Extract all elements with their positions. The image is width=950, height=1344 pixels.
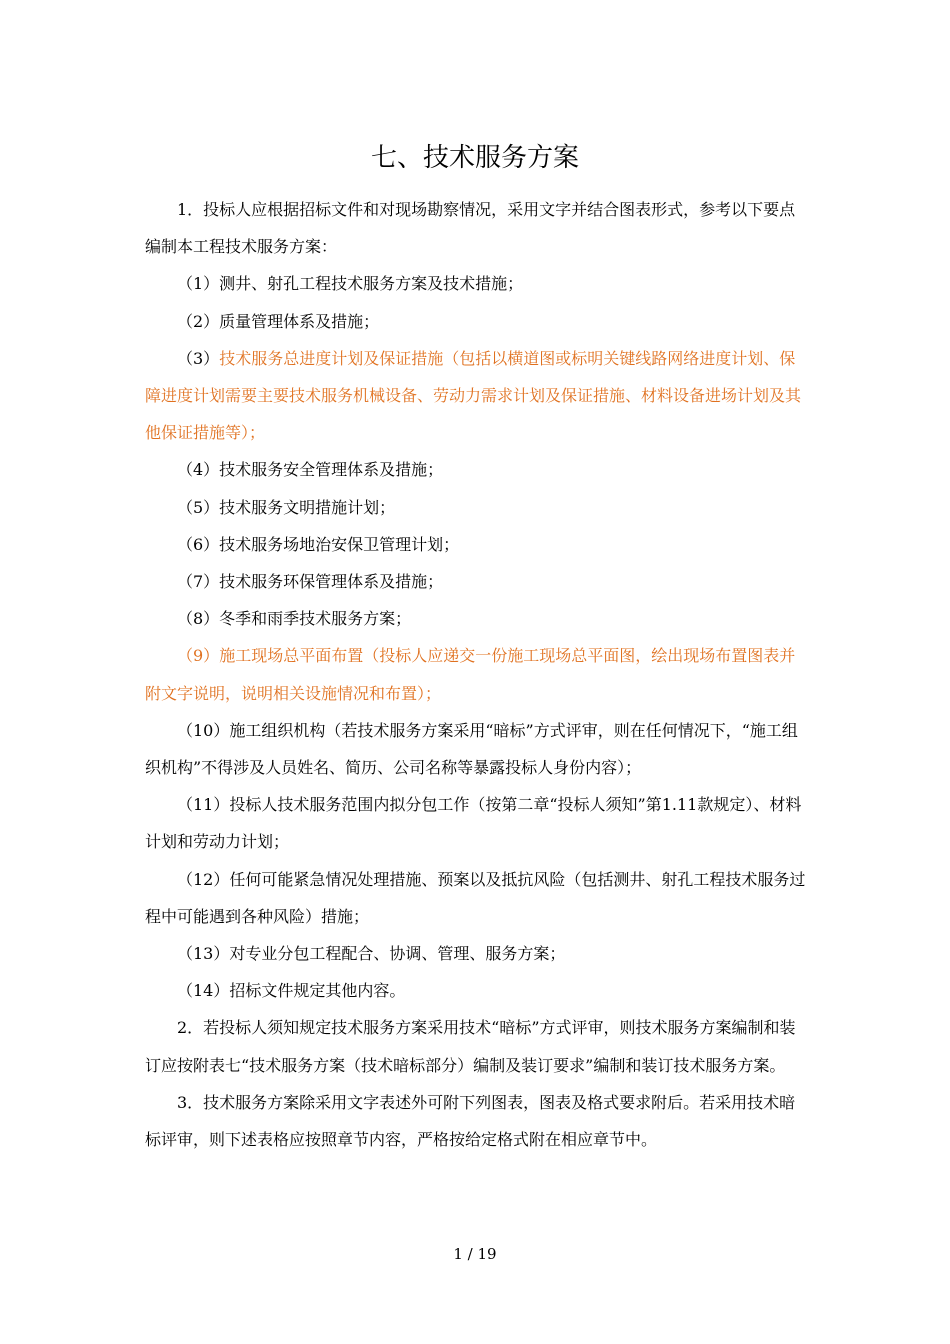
list-item-9-text: 施工现场总平面布置（投标人应递交一份施工现场总平面图，绘出现场布置图表并附文字说明，说明相关设施情况和布置）；	[145, 646, 796, 703]
list-item-12: （12）任何可能紧急情况处理措施、预案以及抵抗风险（包括测井、射孔工程技术服务过程中可能遇到各种风险）措施；	[145, 869, 806, 926]
list-item-9-number: （9）	[177, 646, 220, 666]
list-item-7: （7）技术服务环保管理体系及措施；	[177, 572, 444, 592]
list-item-8: （8）冬季和雨季技术服务方案；	[177, 609, 412, 629]
paragraph-3: 3．技术服务方案除采用文字表述外可附下列图表，图表及格式要求附后。若采用技术暗标评审，则下述表格应按照章节内容，严格按给定格式附在相应章节中。	[145, 1092, 796, 1150]
document-body	[145, 191, 810, 1158]
list-item-3-number: （3）	[177, 348, 220, 368]
list-item-6: （6）技术服务场地治安保卫管理计划；	[177, 534, 460, 554]
list-item-3-highlighted	[145, 340, 810, 452]
list-item-3-text: 技术服务总进度计划及保证措施（包括以横道图或标明关键线路网络进度计划、保障进度计划需要主要技术服务机械设备、劳动力需求计划及保证措施、材料设备进场计划及其他保证措施等）；	[145, 348, 802, 443]
list-item-13: （13）对专业分包工程配合、协调、管理、服务方案；	[177, 944, 566, 964]
paragraph-2: 2．若投标人须知规定技术服务方案采用技术“暗标”方式评审，则技术服务方案编制和装订应按附表七“技术服务方案（技术暗标部分）编制及装订要求”编制和装订技术服务方案。	[145, 1018, 796, 1075]
list-item-9-highlighted	[145, 637, 810, 711]
list-item-1: （1）测井、射孔工程技术服务方案及技术措施；	[177, 274, 524, 294]
list-item-5: （5）技术服务文明措施计划；	[177, 497, 396, 517]
list-item-4: （4）技术服务安全管理体系及措施；	[177, 460, 444, 480]
list-item-11: （11）投标人技术服务范围内拟分包工作（按第二章“投标人须知”第1.11款规定）、材料计划和劳动力计划；	[145, 795, 802, 852]
paragraph-1: 1．投标人应根据招标文件和对现场勘察情况，采用文字并结合图表形式，参考以下要点编制本工程技术服务方案：	[145, 200, 796, 257]
list-item-10: （10）施工组织机构（若技术服务方案采用“暗标”方式评审，则在任何情况下，“施工组织机构”不得涉及人员姓名、简历、公司名称等暴露投标人身份内容）；	[145, 720, 798, 778]
list-item-2: （2）质量管理体系及措施；	[177, 311, 380, 331]
page-number: 1 / 19	[453, 1245, 497, 1263]
list-item-14: （14）招标文件规定其他内容。	[177, 981, 406, 1001]
page-title: 七、技术服务方案	[370, 143, 579, 173]
